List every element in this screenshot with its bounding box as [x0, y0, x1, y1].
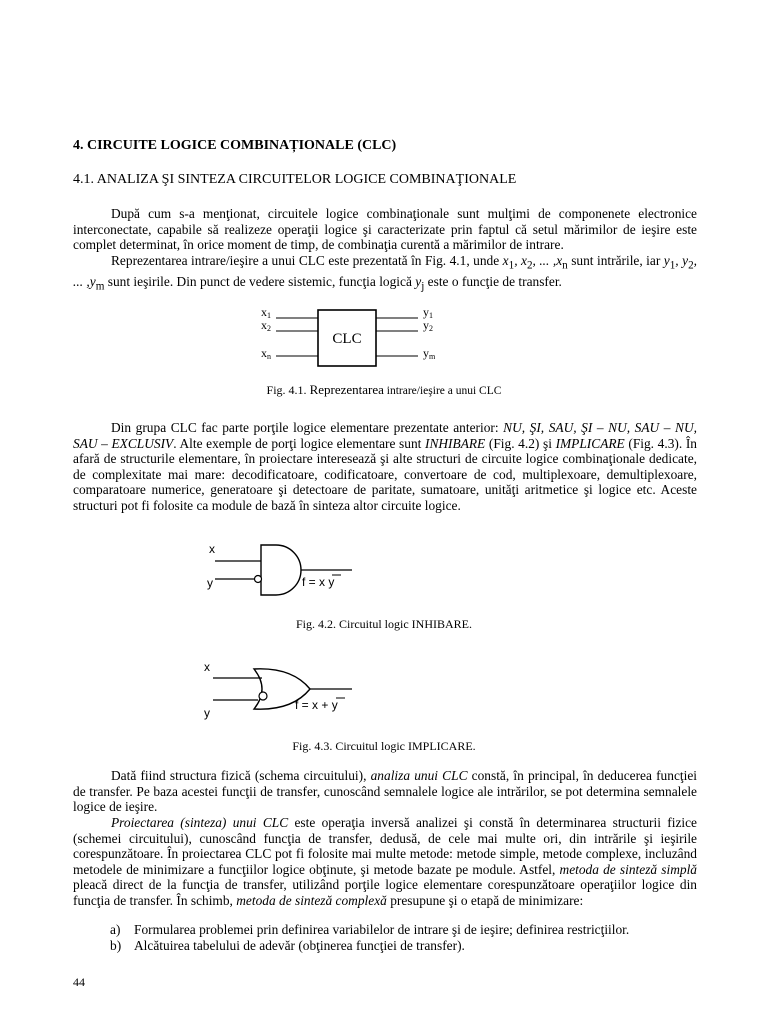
and-gate-body: [261, 545, 301, 595]
gate-input-y-label: y: [207, 576, 213, 590]
inhibit-formula: f = x y: [302, 575, 335, 589]
inversion-bubble: [255, 576, 262, 583]
output-label-m: ym: [423, 346, 436, 361]
clc-label: CLC: [332, 331, 362, 347]
gate-input-x-label: x: [209, 542, 215, 556]
figure-4-3-caption: Fig. 4.3. Circuitul logic IMPLICARE.: [292, 739, 476, 753]
output-label-1: y1: [423, 305, 433, 320]
figure-4-2-caption: Fig. 4.2. Circuitul logic INHIBARE.: [296, 617, 472, 631]
input-label-n: xn: [261, 346, 271, 361]
paragraph-5: Proiectarea (sinteza) unui CLC este operaţia inversă analizei şi constă în determinarea structurii fizice (schemei circuitului), cunoscând funcţia de transfer, dedusă, de cele mai multe ori, din intrările şi ieşirile corespunzătoare. În proiectarea CLC pot fi folosite mai multe metode: metode simple, metode complexe, incluzând metodele de minimizare a funcţiilor logice obţinute, şi metode bazate pe module. Astfel, metoda de sinteză simplă pleacă direct de la funcţia de transfer, utilizând porţile logice elementare corespunzătoare operaţiilor logice din funcţia de transfer. În schimb, metoda de sinteză complexă presupune şi o etapă de minimizare:: [73, 815, 697, 908]
paragraph-4: Dată fiind structura fizică (schema circuitului), analiza unui CLC constă, în principal, în deducerea funcţiei de transfer. Pe baza acestei funcţii de transfer, cunoscând semnalele logice ale intrărilor, se pot determina semnalele logice de ieşire.: [73, 768, 697, 815]
implication-formula: f = x + y: [295, 698, 338, 712]
list-item: b) Alcătuirea tabelului de adevăr (obţinerea funcţiei de transfer).: [110, 938, 465, 953]
gate-input-x-label: x: [204, 660, 210, 674]
input-label-1: x1: [261, 305, 271, 320]
section-title: 4.1. ANALIZA ŞI SINTEZA CIRCUITELOR LOGICE COMBINAŢIONALE: [73, 172, 517, 187]
figure-4-1-caption: Fig. 4.1. Reprezentarea intrare/ieşire a unui CLC: [266, 382, 502, 397]
gate-input-y-label: y: [204, 706, 210, 720]
inversion-bubble: [259, 692, 267, 700]
input-label-2: x2: [261, 318, 271, 333]
inhibit-gate-diagram: [207, 542, 352, 595]
paragraph-3: Din grupa CLC fac parte porţile logice elementare prezentate anterior: NU, ŞI, SAU, ŞI – NU, SAU – NU, SAU – EXCLUSIV. Alte exemple de porţi logice elementare sunt INHIBARE (Fig. 4.2) şi IMPLICARE (Fig. 4.3). În afară de structurile elementare, în proiectare interesează şi alte structuri de circuite logice combinaţionale dedicate, de complexitate mai mare: decodificatoare, codificatoare, convertoare de cod, multiplexoare, demultiplexoare, comparatoare numerice, generatoare şi detectoare de paritate, sumatoare, unităţi aritmetice şi logice etc. Aceste structuri pot fi folosite ca module de bază în sinteza altor circuite logice.: [73, 420, 697, 513]
paragraph-1: După cum s-a menţionat, circuitele logice combinaţionale sunt mulţimi de componenete electronice interconectate, capabile să realizeze operaţii logice şi caracterizate prin faptul că setul mărimilor de ieşire este complet determinat, în orice moment de timp, de combinaţia curentă a mărimilor de intrare.: [73, 206, 697, 253]
page-number: 44: [73, 975, 85, 989]
implication-gate-diagram: [204, 660, 352, 720]
chapter-title: 4. CIRCUITE LOGICE COMBINAȚIONALE (CLC): [73, 138, 397, 153]
output-label-2: y2: [423, 318, 433, 333]
paragraph-2: Reprezentarea intrare/ieşire a unui CLC este prezentată în Fig. 4.1, unde $x_1$, $x_2$, ... $,x_n$ sunt intrările, iar $y_1$, $y_2$, ... $,y_m$ sunt ieşirile. Din punct de vedere sistemic, funcţia logică $y_j$ este o funcţie de transfer.: [73, 253, 697, 293]
list-item: a) Formularea problemei prin definirea variabilelor de intrare şi de ieşire; definirea restricţiilor.: [110, 922, 630, 937]
clc-block-diagram: [261, 305, 436, 366]
